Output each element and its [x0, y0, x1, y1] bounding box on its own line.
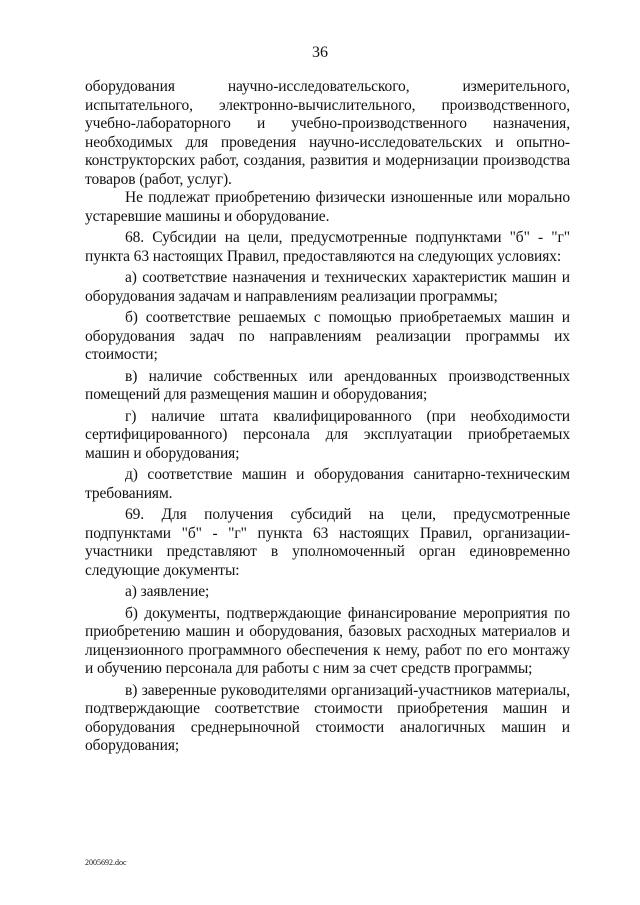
paragraph-69-v: в) заверенные руководителями организаций-участников материалы, подтверждающие соответствие стоимости приобретения машин и оборудования среднерыночной стоимости аналогичных машин и оборудования; [85, 681, 570, 754]
paragraph-69-b: б) документы, подтверждающие финансирование мероприятия по приобретению машин и оборудования, базовых расходных материалов и лицензионного программного обеспечения к нему, работ по его монтажу и обучению персонала для работы с ним за счет средств программы; [85, 604, 570, 677]
paragraph-69-a: а) заявление; [125, 583, 210, 600]
paragraph-69: 69. Для получения субсидий на цели, предусмотренные подпунктами "б" - "г" пункта 63 настоящих Правил, организации-участники представляют в уполномоченный орган единовременно следующие документы: [85, 506, 570, 579]
paragraph-68: 68. Субсидии на цели, предусмотренные подпунктами "б" - "г" пункта 63 настоящих Правил, предоставляются на следующих условиях: [85, 229, 570, 265]
page-number: 36 [312, 44, 328, 61]
footer-filename: 2005692.doc [85, 858, 127, 867]
body-text [85, 78, 570, 756]
paragraph-68-v: в) наличие собственных или арендованных производственных помещений для размещения машин и оборудования; [85, 367, 570, 403]
paragraph-68-b: б) соответствие решаемых с помощью приобретаемых машин и оборудования задач по направлениям реализации программы их стоимости; [85, 309, 570, 363]
paragraph-68-d: д) соответствие машин и оборудования санитарно-техническим требованиям. [85, 466, 570, 502]
paragraph-no-worn-equipment: Не подлежат приобретению физически изношенные или морально устаревшие машины и оборудование. [85, 189, 570, 225]
paragraph-continuation: оборудования научно-исследовательского, измерительного, испытательного, электронно-вычислительного, производственного, учебно-лабораторного и учебно-производственного назначения, необходимых для проведения научно-исследовательских и опытно-конструкторских работ, создания, развития и модернизации производства товаров (работ, услуг). [85, 78, 570, 188]
paragraph-68-a: а) соответствие назначения и технических характеристик машин и оборудования задачам и направлениям реализации программы; [85, 269, 570, 305]
paragraph-68-g: г) наличие штата квалифицированного (при необходимости сертифицированного) персонала для эксплуатации приобретаемых машин и оборудования; [85, 407, 570, 462]
